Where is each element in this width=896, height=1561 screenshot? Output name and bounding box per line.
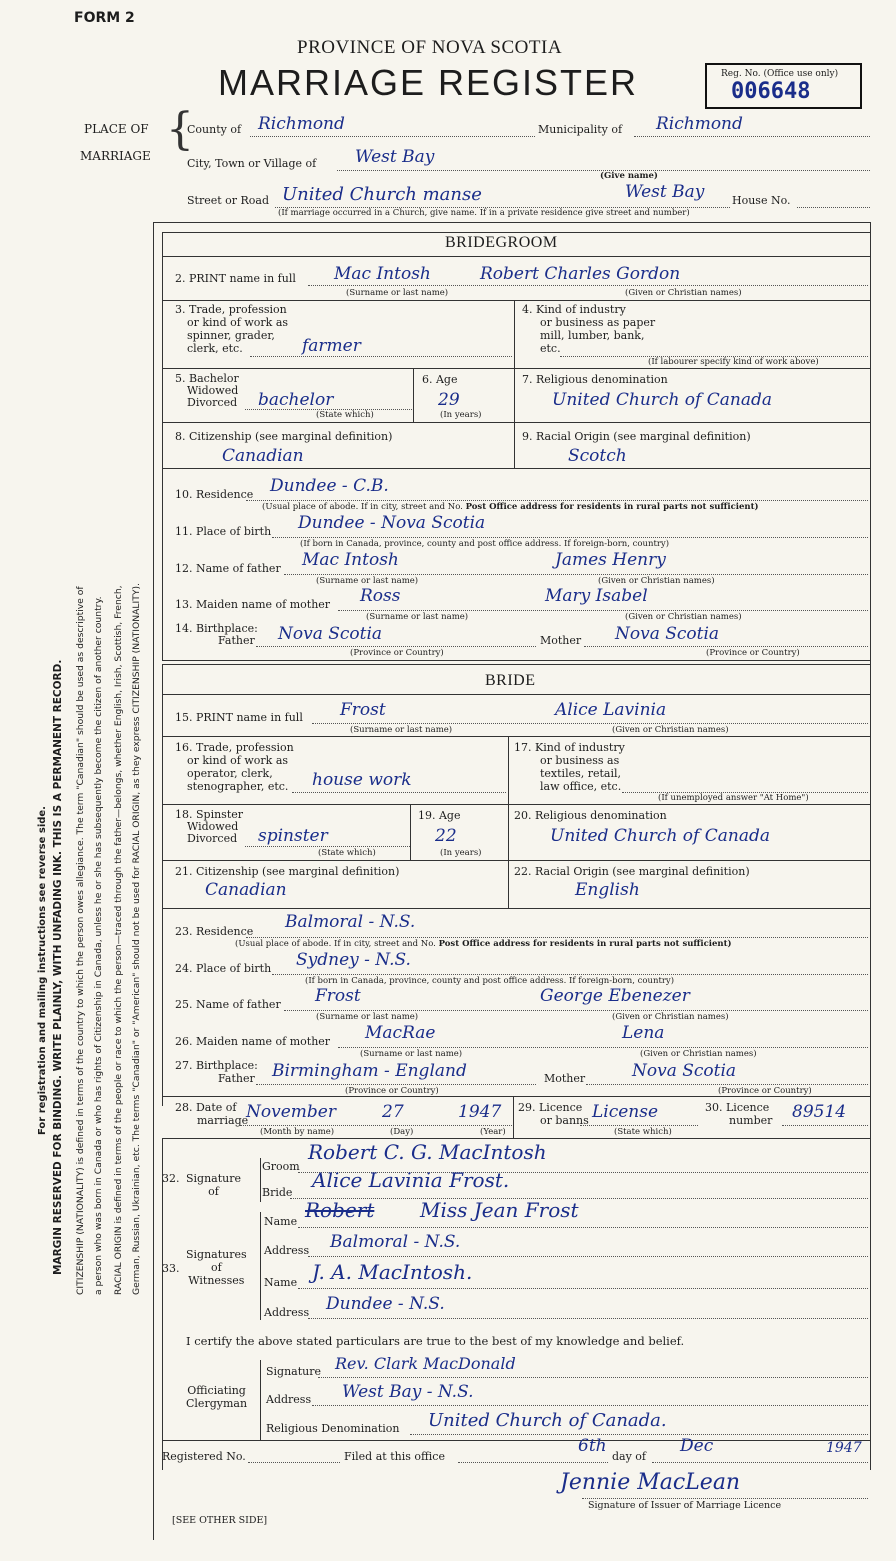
clergy-address-label: Address (266, 1393, 312, 1406)
witness2-address: Dundee - N.S. (326, 1294, 445, 1314)
groom-father-birthplace: Nova Scotia (278, 624, 383, 644)
give-name-hint: (Give name) (600, 171, 658, 181)
mother-label: Mother (540, 634, 582, 647)
bride-status-label: 18. Spinster Widowed Divorced (175, 808, 244, 845)
groom-mother-label: 13. Maiden name of mother (175, 598, 331, 611)
bride-parents-birthplace-label: 27. Birthplace: (175, 1059, 258, 1072)
groom-citizenship: Canadian (222, 446, 304, 466)
side-note-margin: MARGIN RESERVED FOR BINDING. WRITE PLAINLY, WITH UNFADING INK. THIS IS A PERMANENT RECORD. (52, 659, 64, 1275)
bride-trade-label: 16. Trade, profession or kind of work as operator, clerk, stenographer, etc. (175, 741, 294, 793)
state-which-hint: (State which) (316, 410, 374, 420)
in-years-hint: (In years) (440, 848, 482, 858)
bride-birthplace: Sydney - N.S. (296, 950, 411, 970)
see-other-side: [SEE OTHER SIDE] (172, 1515, 268, 1526)
groom-trade: farmer (302, 336, 361, 356)
groom-father-surname: Mac Intosh (302, 550, 399, 570)
signatures-of-witnesses-label: Signatures of Witnesses (186, 1248, 247, 1287)
county-label: County of (187, 123, 242, 136)
surname-hint: (Surname or last name) (316, 1012, 419, 1022)
state-which-hint: (State which) (614, 1127, 672, 1137)
groom-mother-birthplace: Nova Scotia (615, 624, 720, 644)
street-value-2: West Bay (625, 182, 705, 202)
groom-citizenship-label: 8. Citizenship (see marginal definition) (175, 430, 393, 443)
bride-given-names: Alice Lavinia (555, 700, 667, 720)
issuer-signature-label: Signature of Issuer of Marriage Licence (588, 1500, 782, 1511)
birthplace-hint: (If born in Canada, province, county and post office address. If foreign-born, country) (305, 976, 675, 986)
city-label: City, Town or Village of (187, 157, 317, 170)
father-label: Father (218, 634, 255, 647)
registration-label: Reg. No. (Office use only) (721, 69, 839, 79)
clergy-denomination-label: Religious Denomination (266, 1422, 400, 1435)
date-of-marriage-label: 28. Date of marriage (175, 1101, 249, 1127)
filed-day: 6th (578, 1436, 607, 1456)
municipality-label: Municipality of (538, 123, 623, 136)
groom-residence: Dundee - C.B. (270, 476, 389, 496)
bride-status: spinster (258, 826, 328, 846)
given-hint: (Given or Christian names) (625, 612, 742, 622)
month-hint: (Month by name) (260, 1127, 335, 1137)
province-heading: PROVINCE OF NOVA SCOTIA (297, 37, 563, 58)
issuer-signature: Jennie MacLean (560, 1470, 741, 1495)
licence-banns-label: 29. Licence or banns (518, 1101, 589, 1127)
clergy-signature-label: Signature (266, 1365, 322, 1378)
bride-father-label: 25. Name of father (175, 998, 281, 1011)
house-label: House No. (732, 194, 791, 207)
groom-mother-surname: Ross (360, 586, 401, 606)
bridegroom-heading: BRIDEGROOM (445, 234, 558, 251)
side-note-citizenship-2: a person who was born in Canada or who has rights of Citizenship in Canada, unless he or she has subsequently become the citizen of another country. (93, 596, 104, 1295)
witness1-name: Miss Jean Frost (420, 1198, 579, 1222)
field-33-number: 33. (162, 1262, 180, 1275)
given-hint: (Given or Christian names) (612, 725, 729, 735)
bride-residence: Balmoral - N.S. (285, 912, 416, 932)
groom-racial: Scotch (568, 446, 627, 466)
groom-surname: Mac Intosh (334, 264, 431, 284)
side-note-racial-2: German, Russian, Ukrainian, etc. The terms "Canadian" or "American" should not be used for RACIAL ORIGIN, as they express CITIZENSHIP (NATIONALITY). (131, 583, 142, 1295)
place-of-label: PLACE OF (84, 122, 149, 136)
registered-no-label: Registered No. (162, 1450, 246, 1463)
bride-age-label: 19. Age (418, 809, 461, 822)
groom-age: 29 (438, 390, 460, 410)
bride-name-label: 15. PRINT name in full (175, 711, 303, 724)
groom-father-given: James Henry (555, 550, 666, 570)
state-which-hint: (State which) (318, 848, 376, 858)
groom-birthplace: Dundee - Nova Scotia (298, 513, 486, 533)
clergy-address: West Bay - N.S. (342, 1382, 474, 1402)
groom-religion: United Church of Canada (552, 390, 772, 410)
province-hint: (Province or Country) (350, 648, 444, 658)
licence-type: License (592, 1102, 659, 1122)
province-hint: (Province or Country) (706, 648, 800, 658)
groom-status-label: 5. Bachelor Widowed Divorced (175, 372, 239, 409)
province-hint: (Province or Country) (718, 1086, 812, 1096)
groom-birthplace-label: 11. Place of birth (175, 525, 272, 538)
registration-number: 006648 (731, 79, 811, 104)
bride-mother-label: 26. Maiden name of mother (175, 1035, 331, 1048)
side-note-registration: For registration and mailing instructions see reverse side. (37, 806, 48, 1135)
bride-signature: Alice Lavinia Frost. (312, 1168, 510, 1192)
day-of-label: day of (612, 1450, 647, 1463)
witness2-name: J. A. MacIntosh. (312, 1260, 473, 1284)
bride-residence-label: 23. Residence (175, 925, 254, 938)
surname-hint: (Surname or last name) (360, 1049, 463, 1059)
bride-mother-birthplace: Nova Scotia (632, 1061, 737, 1081)
clergy-denomination: United Church of Canada. (428, 1410, 667, 1431)
officiating-clergyman-label: Officiating Clergyman (186, 1384, 248, 1410)
form-number: FORM 2 (74, 10, 135, 26)
surname-hint: (Surname or last name) (316, 576, 419, 586)
witness2-name-label: Name (264, 1276, 298, 1289)
groom-parents-birthplace-label: 14. Birthplace: (175, 622, 258, 635)
mother-label: Mother (544, 1072, 586, 1085)
groom-age-label: 6. Age (422, 373, 458, 386)
day-hint: (Day) (390, 1127, 414, 1137)
groom-sig-label: Groom (262, 1160, 300, 1173)
surname-hint: (Surname or last name) (346, 288, 449, 298)
bride-citizenship: Canadian (205, 880, 287, 900)
bride-industry-hint: (If unemployed answer "At Home") (658, 793, 809, 803)
groom-mother-given: Mary Isabel (545, 586, 648, 606)
groom-industry-label: 4. Kind of industry or business as paper mill, lumber, bank, etc. (522, 303, 656, 355)
registration-number-box (705, 63, 862, 109)
bride-sig-label: Bride (262, 1186, 293, 1199)
birthplace-hint: (If born in Canada, province, county and post office address. If foreign-born, country) (300, 539, 670, 549)
page-title: MARRIAGE REGISTER (218, 62, 639, 103)
given-hint: (Given or Christian names) (640, 1049, 757, 1059)
filed-month: Dec (680, 1436, 714, 1456)
city-value: West Bay (355, 147, 435, 167)
field-32-number: 32. (162, 1172, 180, 1185)
bride-industry-label: 17. Kind of industry or business as textiles, retail, law office, etc. (514, 741, 625, 793)
street-label: Street or Road (187, 194, 270, 207)
surname-hint: (Surname or last name) (350, 725, 453, 735)
groom-name-label: 2. PRINT name in full (175, 272, 296, 285)
year-hint: (Year) (480, 1127, 506, 1137)
street-note: (If marriage occurred in a Church, give name. If in a private residence give street and number) (278, 208, 690, 218)
clergy-signature: Rev. Clark MacDonald (335, 1354, 516, 1373)
witness1-address-label: Address (264, 1244, 310, 1257)
street-value: United Church manse (282, 184, 482, 205)
filed-label: Filed at this office (344, 1450, 445, 1463)
groom-trade-label: 3. Trade, profession or kind of work as spinner, grader, clerk, etc. (175, 303, 289, 355)
bride-racial-label: 22. Racial Origin (see marginal definition) (514, 865, 750, 878)
in-years-hint: (In years) (440, 410, 482, 420)
groom-religion-label: 7. Religious denomination (522, 373, 668, 386)
witness1-struck-name: Robert (305, 1198, 375, 1222)
given-hint: (Given or Christian names) (625, 288, 742, 298)
father-label: Father (218, 1072, 255, 1085)
county-value: Richmond (258, 114, 345, 134)
bride-birthplace-label: 24. Place of birth (175, 962, 272, 975)
marriage-day: 27 (382, 1102, 404, 1122)
groom-residence-label: 10. Residence (175, 488, 254, 501)
witness1-name-label: Name (264, 1215, 298, 1228)
bride-heading: BRIDE (485, 672, 536, 689)
signature-of-label: Signature of (186, 1172, 242, 1198)
groom-father-label: 12. Name of father (175, 562, 281, 575)
bride-religion-label: 20. Religious denomination (514, 809, 667, 822)
marriage-label: MARRIAGE (80, 149, 151, 163)
bride-surname: Frost (340, 700, 386, 720)
bride-father-surname: Frost (315, 986, 361, 1006)
witness2-address-label: Address (264, 1306, 310, 1319)
side-note-citizenship-1: CITIZENSHIP (NATIONALITY) is defined in terms of the country to which the person owes allegiance. The term "Canadian" should be used as descriptive of (75, 586, 86, 1295)
filed-year: 1947 (826, 1440, 862, 1456)
bride-citizenship-label: 21. Citizenship (see marginal definition) (175, 865, 400, 878)
bride-mother-given: Lena (622, 1023, 665, 1043)
bride-mother-surname: MacRae (365, 1023, 436, 1043)
surname-hint: (Surname or last name) (366, 612, 469, 622)
groom-given-names: Robert Charles Gordon (480, 264, 681, 284)
licence-number: 89514 (792, 1102, 847, 1122)
groom-racial-label: 9. Racial Origin (see marginal definition) (522, 430, 751, 443)
bride-father-given: George Ebenezer (540, 986, 690, 1006)
side-note-racial-1: RACIAL ORIGIN is defined in terms of the people or race to which the person—traced through the father—belongs, whether English, Irish, Scottish, French, (113, 585, 124, 1295)
brace-symbol: { (166, 104, 194, 155)
bride-racial: English (575, 880, 640, 900)
licence-number-label: 30. Licence number (705, 1101, 773, 1127)
bride-trade: house work (312, 770, 412, 790)
bride-religion: United Church of Canada (550, 826, 770, 846)
groom-industry-hint: (If labourer specify kind of work above) (648, 357, 819, 367)
given-hint: (Given or Christian names) (598, 576, 715, 586)
municipality-value: Richmond (656, 114, 743, 134)
marriage-month: November (246, 1102, 336, 1122)
marriage-year: 1947 (458, 1102, 502, 1122)
residence-hint: (Usual place of abode. If in city, street and No. Post Office address for residents in rural parts not sufficient) (235, 939, 732, 949)
certification-statement: I certify the above stated particulars are true to the best of my knowledge and belief. (186, 1334, 685, 1348)
bride-age: 22 (435, 826, 457, 846)
given-hint: (Given or Christian names) (612, 1012, 729, 1022)
witness1-address: Balmoral - N.S. (330, 1232, 461, 1252)
bride-father-birthplace: Birmingham - England (272, 1061, 467, 1081)
groom-status: bachelor (258, 390, 334, 410)
residence-hint: (Usual place of abode. If in city, street and No. Post Office address for residents in rural parts not sufficient) (262, 502, 759, 512)
province-hint: (Province or Country) (345, 1086, 439, 1096)
groom-signature: Robert C. G. MacIntosh (308, 1140, 547, 1164)
